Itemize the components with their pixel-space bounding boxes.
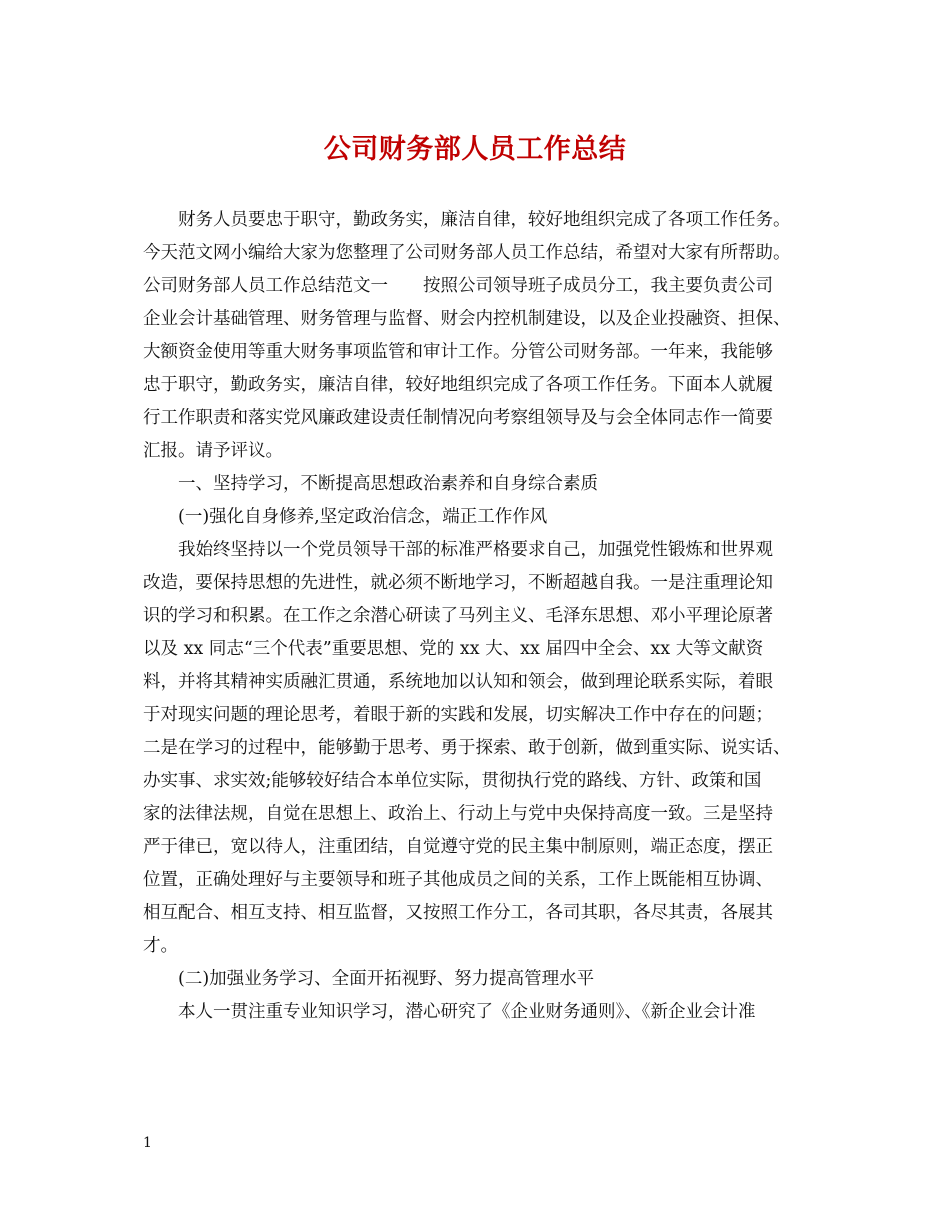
paragraph-line: 二是在学习的过程中，能够勤于思考、勇于探索、敢于创新，做到重实际、说实话、	[143, 738, 791, 758]
paragraph-line: 我始终坚持以一个党员领导干部的标准严格要求自己，加强党性锻炼和世界观	[178, 540, 773, 560]
paragraph-line: 本人一贯注重专业知识学习，潜心研究了《企业财务通则》、《新企业会计准	[178, 1002, 756, 1022]
document-title: 公司财务部人员工作总结	[323, 134, 627, 165]
paragraph-line: 办实事、求实效;能够较好结合本单位实际，贯彻执行党的路线、方针、政策和国	[143, 771, 762, 791]
page-number: 1	[143, 1135, 152, 1151]
paragraph-line: 料，并将其精神实质融汇贯通，系统地加以认知和领会，做到理论联系实际，着眼	[143, 672, 773, 692]
paragraph-line: 行工作职责和落实党风廉政建设责任制情况向考察组领导及与会全体同志作一简要	[143, 408, 773, 428]
paragraph-line: 识的学习和积累。在工作之余潜心研读了马列主义、毛泽东思想、邓小平理论原著	[143, 606, 773, 626]
paragraph-line: 才。	[143, 936, 178, 956]
subsection-heading: (一)强化自身修养,坚定政治信念，端正工作作风	[178, 507, 548, 527]
paragraph-line: 严于律已，宽以待人，注重团结，自觉遵守党的民主集中制原则，端正态度，摆正	[143, 837, 773, 857]
subsection-heading: (二)加强业务学习、全面开拓视野、努力提高管理水平	[178, 969, 595, 989]
paragraph-line: 位置，正确处理好与主要领导和班子其他成员之间的关系，工作上既能相互协调、	[143, 870, 773, 890]
paragraph-line: 汇报。请予评议。	[143, 441, 283, 461]
paragraph-line: 公司财务部人员工作总结范文一 按照公司领导班子成员分工，我主要负责公司	[143, 276, 773, 296]
document-body	[143, 204, 833, 1029]
paragraph-line: 大额资金使用等重大财务事项监管和审计工作。分管公司财务部。一年来，我能够	[143, 342, 773, 362]
paragraph-line: 以及 xx 同志“三个代表”重要思想、党的 xx 大、xx 届四中全会、xx 大等文献资	[143, 639, 764, 659]
paragraph-line: 改造，要保持思想的先进性，就必须不断地学习，不断超越自我。一是注重理论知	[143, 573, 773, 593]
paragraph-line: 于对现实问题的理论思考，着眼于新的实践和发展，切实解决工作中存在的问题；	[143, 705, 773, 725]
paragraph-line: 企业会计基础管理、财务管理与监督、财会内控机制建设，以及企业投融资、担保、	[143, 309, 791, 329]
paragraph-line: 忠于职守，勤政务实，廉洁自律，较好地组织完成了各项工作任务。下面本人就履	[143, 375, 773, 395]
paragraph-line: 家的法律法规，自觉在思想上、政治上、行动上与党中央保持高度一致。三是坚持	[143, 804, 773, 824]
section-heading: 一、坚持学习，不断提高思想政治素养和自身综合素质	[178, 474, 598, 494]
paragraph-line: 今天范文网小编给大家为您整理了公司财务部人员工作总结，希望对大家有所帮助。	[143, 243, 791, 263]
paragraph-line: 相互配合、相互支持、相互监督，又按照工作分工，各司其职，各尽其责，各展其	[143, 903, 773, 923]
paragraph-line: 财务人员要忠于职守，勤政务实，廉洁自律，较好地组织完成了各项工作任务。	[178, 210, 791, 230]
